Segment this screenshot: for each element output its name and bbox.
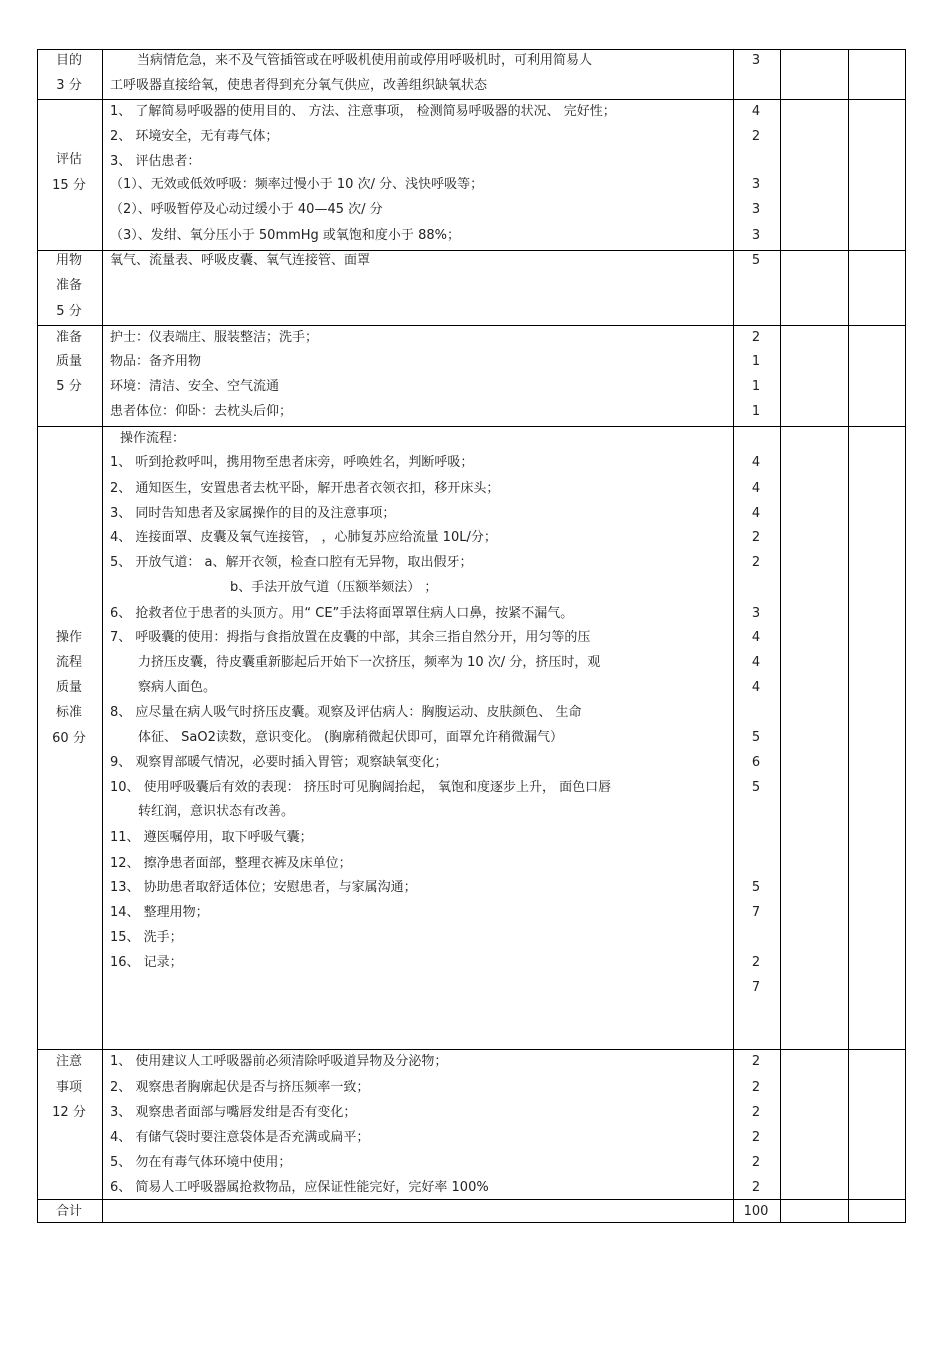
- criteria-line: 12、 擦净患者面部，整理衣裤及床单位；: [110, 856, 352, 871]
- criteria-line: 16、 记录；: [110, 955, 183, 970]
- table-rule: [37, 426, 906, 427]
- criteria-points: 1: [751, 404, 761, 419]
- table-column-rule: [905, 49, 906, 1223]
- criteria-line: 体征、 SaO2读数，意识变化。 (胸廓稍微起伏即可，面罩允许稍微漏气）: [138, 730, 564, 745]
- criteria-points: 2: [751, 555, 761, 570]
- criteria-points: 1: [751, 354, 761, 369]
- criteria-points: 2: [751, 129, 761, 144]
- table-rule: [37, 325, 906, 326]
- criteria-line: 3、 评估患者：: [110, 154, 201, 169]
- criteria-points: 2: [751, 955, 761, 970]
- section-category-label: 操作: [55, 630, 82, 645]
- criteria-line: （3）、发绀、氧分压小于 50mmHg 或氧饱和度小于 88%；: [110, 228, 460, 243]
- criteria-points: 3: [751, 53, 761, 68]
- section-category-label: 3 分: [56, 78, 82, 93]
- section-category-label: 5 分: [56, 304, 82, 319]
- criteria-line: 1、 听到抢救呼叫，携用物至患者床旁，呼唤姓名，判断呼吸；: [110, 455, 474, 470]
- criteria-line: 9、 观察胃部暖气情况，必要时插入胃管；观察缺氧变化；: [110, 755, 448, 770]
- criteria-line: 力挤压皮囊，待皮囊重新膨起后开始下一次挤压，频率为 10 次/ 分，挤压时，观: [138, 655, 601, 670]
- criteria-points: 2: [751, 1080, 761, 1095]
- criteria-line: 1、 使用建议人工呼吸器前必须清除呼吸道异物及分泌物；: [110, 1054, 448, 1069]
- criteria-line: （1）、无效或低效呼吸：频率过慢小于 10 次/ 分、浅快呼吸等；: [110, 177, 484, 192]
- criteria-line: 2、 环境安全，无有毒气体；: [110, 129, 279, 144]
- criteria-points: 4: [751, 630, 761, 645]
- criteria-points: 3: [751, 202, 761, 217]
- section-category-label: 标准: [55, 705, 82, 720]
- section-category-label: 准备: [55, 278, 82, 293]
- criteria-points: 3: [751, 228, 761, 243]
- criteria-line: 5、 勿在有毒气体环境中使用；: [110, 1155, 292, 1170]
- criteria-line: 察病人面色。: [138, 680, 217, 695]
- table-column-rule: [780, 49, 781, 1223]
- criteria-line: 4、 连接面罩、皮囊及氧气连接管， ，心肺复苏应给流量 10L/分；: [110, 530, 497, 545]
- criteria-line: 2、 通知医生，安置患者去枕平卧，解开患者衣领衣扣，移开床头；: [110, 481, 500, 496]
- criteria-line: 10、 使用呼吸囊后有效的表现： 挤压时可见胸阔抬起， 氧饱和度逐步上升， 面色口唇: [110, 780, 612, 795]
- table-rule: [37, 1199, 906, 1200]
- criteria-line: 14、 整理用物；: [110, 905, 209, 920]
- criteria-points: 4: [751, 680, 761, 695]
- criteria-points: 2: [751, 1180, 761, 1195]
- section-category-label: 12 分: [52, 1105, 86, 1120]
- section-category-label: 流程: [55, 655, 82, 670]
- criteria-points: 2: [751, 1105, 761, 1120]
- table-rule: [37, 250, 906, 251]
- criteria-line: 环境：清洁、安全、空气流通: [110, 379, 280, 394]
- criteria-line: 物品：备齐用物: [110, 354, 202, 369]
- table-column-rule: [848, 49, 849, 1223]
- criteria-points: 2: [751, 1054, 761, 1069]
- criteria-line: 6、 简易人工呼吸器属抢救物品，应保证性能完好，完好率 100%: [110, 1180, 489, 1195]
- criteria-line: 13、 协助患者取舒适体位；安慰患者，与家属沟通；: [110, 880, 417, 895]
- criteria-line: 3、 同时告知患者及家属操作的目的及注意事项；: [110, 506, 396, 521]
- criteria-line: 操作流程：: [120, 431, 186, 446]
- criteria-points: 4: [751, 104, 761, 119]
- criteria-points: 2: [751, 330, 761, 345]
- criteria-line: 11、 遵医嘱停用，取下呼吸气囊；: [110, 830, 313, 845]
- criteria-points: 2: [751, 1130, 761, 1145]
- criteria-line: 15、 洗手；: [110, 930, 183, 945]
- section-category-label: 15 分: [52, 178, 86, 193]
- table-rule: [37, 1222, 906, 1223]
- criteria-line: b、手法开放气道（压额举颏法） ；: [230, 580, 438, 595]
- total-points: 100: [743, 1204, 769, 1219]
- section-category-label: 目的: [55, 53, 82, 68]
- section-category-label: 用物: [55, 253, 82, 268]
- criteria-line: （2）、呼吸暂停及心动过缓小于 40—45 次/ 分: [110, 202, 383, 217]
- criteria-line: 4、 有储气袋时要注意袋体是否充满或扁平；: [110, 1130, 370, 1145]
- criteria-line: 氧气、流量表、呼吸皮囊、氧气连接管、面罩: [110, 253, 371, 268]
- criteria-line: 2、 观察患者胸廓起伏是否与挤压频率一致；: [110, 1080, 370, 1095]
- section-category-label: 质量: [55, 680, 82, 695]
- criteria-points: 4: [751, 655, 761, 670]
- criteria-points: 6: [751, 755, 761, 770]
- criteria-points: 2: [751, 1155, 761, 1170]
- section-category-label: 5 分: [56, 379, 82, 394]
- section-category-label: 注意: [55, 1054, 82, 1069]
- criteria-line: 护士：仪表端庄、服装整洁；洗手；: [110, 330, 319, 345]
- criteria-line: 当病情危急，来不及气管插管或在呼吸机使用前或停用呼吸机时，可利用简易人: [137, 53, 593, 68]
- criteria-points: 4: [751, 506, 761, 521]
- section-category-label: 质量: [55, 354, 82, 369]
- criteria-points: 1: [751, 379, 761, 394]
- criteria-line: 3、 观察患者面部与嘴唇发绀是否有变化；: [110, 1105, 357, 1120]
- criteria-line: 6、 抢救者位于患者的头顶方。用“ CE”手法将面罩罩住病人口鼻，按紧不漏气。: [110, 606, 574, 621]
- criteria-points: 7: [751, 905, 761, 920]
- criteria-points: 5: [751, 780, 761, 795]
- criteria-points: 3: [751, 606, 761, 621]
- criteria-points: 5: [751, 730, 761, 745]
- table-rule: [37, 1049, 906, 1050]
- table-rule: [37, 99, 906, 100]
- criteria-points: 5: [751, 880, 761, 895]
- section-category-label: 准备: [55, 330, 82, 345]
- criteria-points: 4: [751, 455, 761, 470]
- criteria-points: 5: [751, 253, 761, 268]
- criteria-line: 患者体位：仰卧：去枕头后仰；: [110, 404, 293, 419]
- section-category-label: 60 分: [52, 731, 86, 746]
- section-category-label: 事项: [55, 1080, 82, 1095]
- criteria-points: 2: [751, 530, 761, 545]
- table-column-rule: [102, 49, 103, 1223]
- criteria-line: 8、 应尽量在病人吸气时挤压皮囊。观察及评估病人：胸腹运动、皮肤颜色、 生命: [110, 705, 582, 720]
- criteria-points: 3: [751, 177, 761, 192]
- criteria-line: 7、 呼吸囊的使用：拇指与食指放置在皮囊的中部，其余三指自然分开，用匀等的压: [110, 630, 591, 645]
- criteria-points: 7: [751, 980, 761, 995]
- section-category-label: 评估: [55, 152, 82, 167]
- criteria-line: 1、 了解简易呼吸器的使用目的、 方法、注意事项， 检测简易呼吸器的状况、 完好性；: [110, 104, 616, 119]
- table-rule: [37, 49, 906, 50]
- criteria-line: 工呼吸器直接给氧，使患者得到充分氧气供应，改善组织缺氧状态: [110, 78, 488, 93]
- criteria-points: 4: [751, 481, 761, 496]
- total-label: 合计: [55, 1204, 82, 1219]
- criteria-line: 转红润，意识状态有改善。: [138, 804, 295, 819]
- criteria-line: 5、 开放气道： a、解开衣领，检查口腔有无异物，取出假牙；: [110, 555, 473, 570]
